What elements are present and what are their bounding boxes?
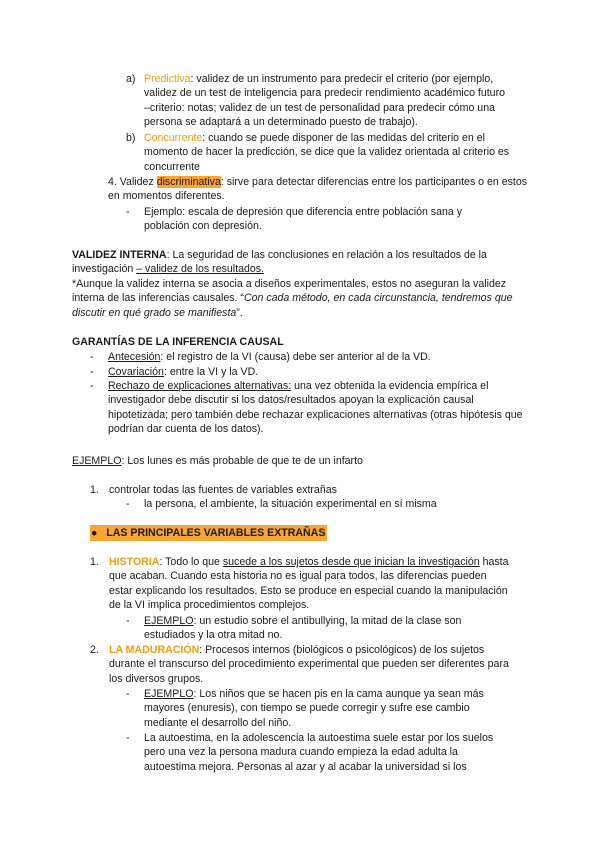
list-marker: a): [126, 73, 136, 85]
bullet-icon: ●: [91, 527, 98, 539]
maduracion-subitem: [126, 731, 506, 774]
term-discriminativa: discriminativa: [156, 176, 221, 188]
internal-validity-title: VALIDEZ INTERNA: [72, 249, 167, 261]
validity-item-b: [126, 131, 512, 174]
internal-validity-quote-end: ”.: [236, 306, 243, 319]
dash-marker: -: [126, 206, 130, 218]
guarantee-term: Rechazo de explicaciones alternativas:: [108, 380, 292, 392]
list-marker: 1.: [90, 484, 99, 496]
extraneous-item-maduracion: [90, 643, 520, 686]
historia-example: [126, 614, 496, 643]
example-subitem: [126, 497, 526, 511]
term-historia: HISTORIA: [109, 556, 160, 568]
internal-validity-results: – validez de los resultados.: [136, 263, 264, 276]
guarantee-item: [90, 379, 530, 437]
maduracion-text: : Procesos internos (biológicos o psicológicos) de los sujetos durante el transcurso del procedimiento experimental que pueden ser diferentes para los diversos grupos.: [109, 644, 509, 685]
validity-item-4-prefix: 4. Validez: [108, 176, 157, 188]
maduracion-example: [126, 687, 506, 730]
historia-text-a: : Todo lo que: [159, 556, 223, 568]
guarantee-item: [90, 350, 530, 364]
maduracion-subitem-text: La autoestima, en la adolescencia la autoestima suele estar por los suelos pero una vez la persona madura cuando empieza la edad adulta la autoestima mejora. Personas al azar y al acabar la universidad si los: [144, 732, 494, 773]
extraneous-heading: [90, 526, 327, 540]
guarantee-term: Covariación: [108, 366, 164, 378]
example-line: [72, 454, 532, 468]
internal-validity: [72, 248, 532, 320]
validity-item-a: [126, 72, 512, 130]
guarantee-term: Antecesión: [108, 351, 161, 363]
example-subitem-text: la persona, el ambiente, la situación experimental en sí misma: [144, 498, 437, 510]
extraneous-heading-text: LAS PRINCIPALES VARIABLES EXTRAÑAS: [106, 527, 326, 539]
dash-marker: -: [126, 688, 130, 700]
guarantee-text: : entre la VI y la VD.: [163, 366, 259, 378]
dash-marker: -: [90, 351, 94, 363]
example-item-1-text: controlar todas las fuentes de variables extrañas: [109, 484, 337, 496]
guarantee-text: : el registro de la VI (causa) debe ser anterior al de la VD.: [160, 351, 431, 363]
term-maduracion: LA MADURACIÓN: [109, 644, 200, 656]
example-item-1: [90, 483, 510, 497]
validity-item-b-text: [144, 131, 512, 174]
list-marker: b): [126, 132, 136, 144]
historia-underlined: sucede a los sujetos desde que inician la investigación: [222, 556, 480, 568]
extraneous-heading-highlight: [90, 525, 327, 541]
historia-text-b: hasta que acaban. Cuando esta historia no es igual para todos, las diferencias pueden estar explicando los resultados. Esto se produce en especial cuando la manipulación de la VI implica procedimientos complejos.: [109, 556, 509, 612]
dash-marker: -: [126, 615, 130, 627]
dash-marker: -: [126, 732, 130, 744]
example-text: : Los lunes es más probable de que te de un infarto: [121, 455, 363, 467]
example-term: EJEMPLO: [144, 615, 194, 627]
list-marker: 1.: [90, 556, 99, 568]
dash-marker: -: [90, 366, 94, 378]
validity-item-a-text: [144, 72, 512, 130]
list-marker: 2.: [90, 644, 99, 656]
guarantee-item: [90, 365, 530, 379]
term-concurrente: Concurrente: [144, 132, 203, 144]
validity-item-b-description: : cuando se puede disponer de las medidas del criterio en el momento de hacer la predicción, se dice que la validez orientada al criterio es concurrente: [144, 132, 510, 173]
example-term: EJEMPLO: [144, 688, 194, 700]
validity-item-4: [108, 175, 528, 204]
dash-marker: -: [90, 380, 94, 392]
validity-item-4-example: [126, 205, 506, 234]
internal-validity-quote: Con cada método, en cada circunstancia, tendremos que discutir en qué grado se manifiesta: [72, 292, 513, 319]
extraneous-item-historia: [90, 555, 510, 613]
guarantee-text: una vez obtenida la evidencia empírica el investigador debe discutir si los datos/resultados apoyan la explicación causal hipotetizada; pero también debe rechazar explicaciones alternativas (otras hipótesis que podrían dar cuenta de los datos).: [108, 380, 523, 436]
example-term: EJEMPLO: [72, 455, 122, 467]
validity-item-a-description: : validez de un instrumento para predecir el criterio (por ejemplo, validez de un test de inteligencia para predecir rendimiento académico futuro –criterio: notas; validez de un test de personalidad para predecir cómo una persona se adaptará a un determinado puesto de trabajo).: [144, 73, 505, 129]
dash-marker: -: [126, 498, 130, 510]
historia-example-text: : un estudio sobre el antibullying, la mitad de la clase son estudiados y la otra mitad no.: [144, 615, 462, 642]
internal-validity-definition: : La seguridad de las conclusiones en relación a los resultados de la investigación: [72, 249, 487, 276]
validity-item-4-example-text: Ejemplo: escala de depresión que diferencia entre población sana y población con depresión.: [144, 206, 463, 233]
maduracion-example-text: : Los niños que se hacen pis en la cama aunque ya sean más mayores (enuresis), con tiempo se puede corregir y sufre ese cambio mediante el desarrollo del niño.: [144, 688, 484, 729]
term-predictiva: Predictiva: [144, 73, 191, 85]
validity-item-4-description: : sirve para detectar diferencias entre los participantes o en estos en momentos diferentes.: [108, 176, 528, 203]
internal-validity-note: *Aunque la validez interna se asocia a diseños experimentales, estos no aseguran la validez interna de las inferencias causales. “: [72, 277, 507, 305]
guarantees-title: GARANTÍAS DE LA INFERENCIA CAUSAL: [72, 336, 284, 348]
